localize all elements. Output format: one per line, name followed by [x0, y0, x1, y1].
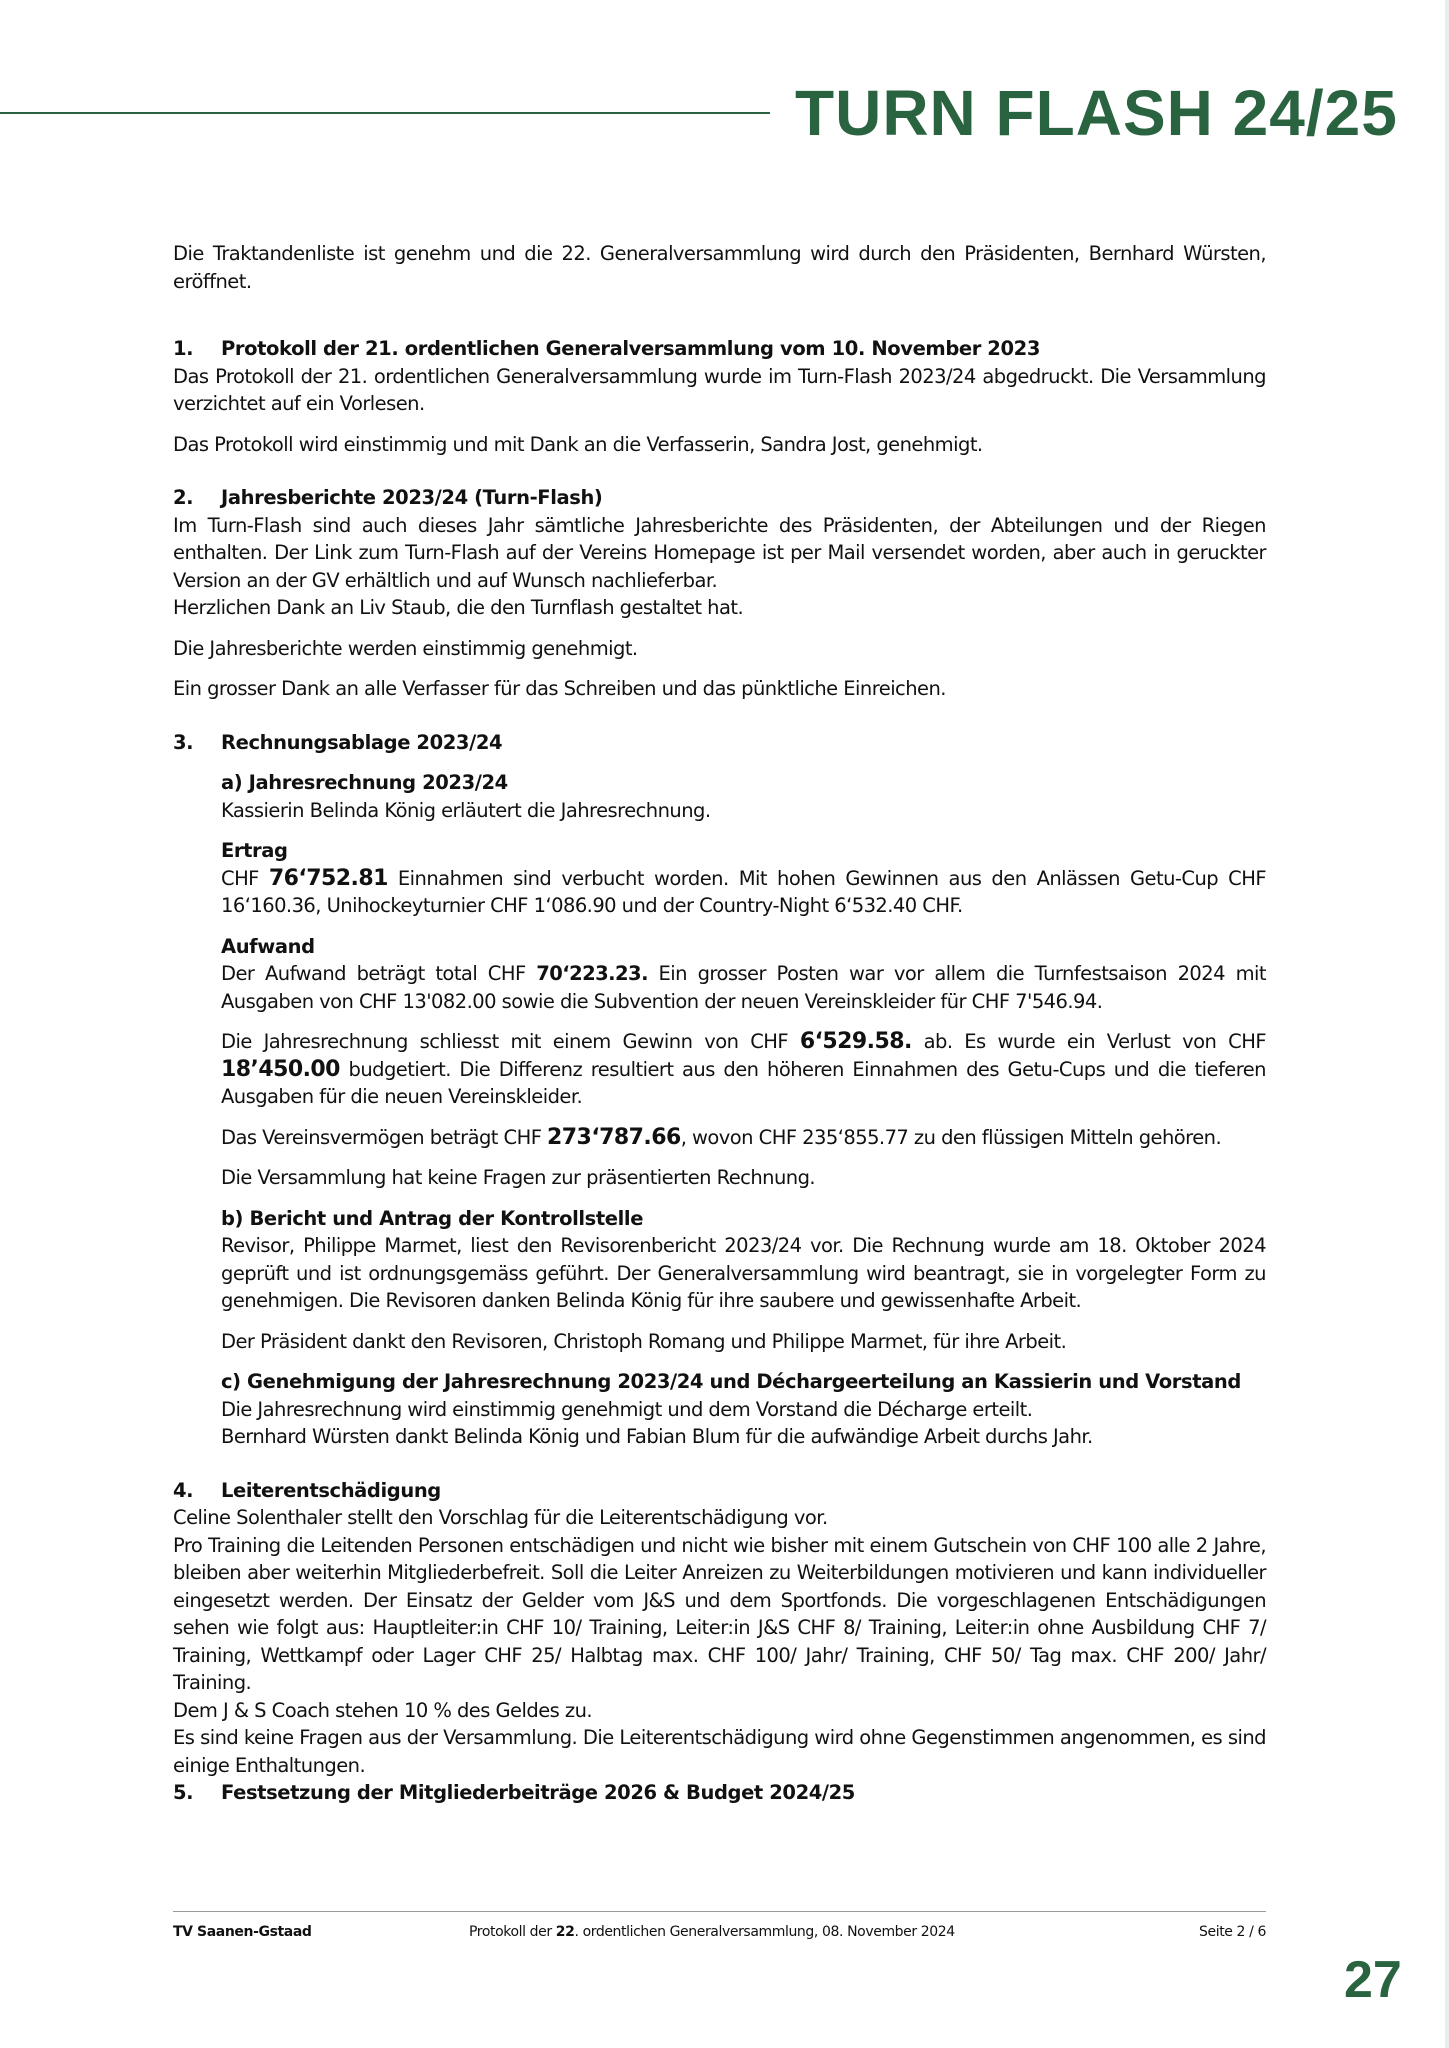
subsection-heading: b) Bericht und Antrag der Kontrollstelle — [221, 1206, 644, 1230]
paragraph: Revisor, Philippe Marmet, liest den Revisorenbericht 2023/24 vor. Die Rechnung wurde am 18. Oktober 2024 geprüft und ist ordnungsgemäss geführt. Der Generalversammlung wird beantragt, sie in vorgelegter Form zu genehmigen. Die Revisoren danken Belinda König für ihre saubere und gewissenhafte Arbeit. — [221, 1234, 1266, 1312]
assets-paragraph: Das Vereinsvermögen beträgt CHF 273‘787.66, wovon CHF 235‘855.77 zu den flüssigen Mitteln gehören. — [221, 1124, 1222, 1150]
aufwand-amount: 70‘223.23. — [536, 962, 648, 985]
footer-organization: TV Saanen-Gstaad — [173, 1924, 312, 1940]
paragraph: Die Versammlung hat keine Fragen zur präsentierten Rechnung. — [221, 1166, 816, 1189]
result-paragraph: Die Jahresrechnung schliesst mit einem Gewinn von CHF 6‘529.58. ab. Es wurde ein Verlust von CHF 18’450.00 budgetiert. Die Differenz resultiert aus den höheren Einnahmen des Getu-Cups und die tieferen Ausgaben für die neuen Vereinskleider. — [221, 1029, 1266, 1108]
ertrag-amount: 76‘752.81 — [268, 865, 388, 891]
assets-amount: 273‘787.66 — [547, 1124, 681, 1150]
footer-rule — [173, 1911, 1266, 1912]
budget-loss-amount: 18’450.00 — [221, 1056, 340, 1082]
paragraph: Es sind keine Fragen aus der Versammlung. Die Leiterentschädigung wird ohne Gegenstimmen angenommen, es sind einige Enthaltungen. — [173, 1726, 1266, 1777]
magazine-title: TURN FLASH 24/25 — [795, 77, 1398, 149]
intro-paragraph: Die Traktandenliste ist genehm und die 22. Generalversammlung wird durch den Präsidenten, Bernhard Würsten, eröffnet. — [173, 242, 1266, 293]
paragraph: Dem J & S Coach stehen 10 % des Geldes zu. — [173, 1698, 593, 1722]
subsection-c — [221, 1368, 1266, 1451]
aufwand-paragraph: Der Aufwand beträgt total CHF 70‘223.23. Ein grosser Posten war vor allem die Turnfestsaison 2024 mit Ausgaben von CHF 13'082.00 sowie die Subvention der neuen Vereinskleider für CHF 7'546.94. — [221, 962, 1266, 1013]
subsection-b — [221, 1205, 1266, 1369]
subsection-heading: a) Jahresrechnung 2023/24 — [221, 771, 508, 794]
paragraph: Herzlichen Dank an Liv Staub, die den Turnflash gestaltet hat. — [173, 596, 744, 619]
paragraph: Pro Training die Leitenden Personen entschädigen und nicht wie bisher mit einem Gutschein von CHF 100 alle 2 Jahre, bleiben aber weiterhin Mitgliederbefreit. Soll die Leiter Anreizen zu Weiterbildungen motivieren und kann individueller eingesetzt werden. Der Einsatz der Gelder vom J&S und dem Sportfonds. Die vorgeschlagenen Entschädigungen sehen wie folgt aus: Hauptleiter:in CHF 10/ Training, Leiter:in J&S CHF 8/ Training, Leiter:in ohne Ausbildung CHF 7/ Training, Wettkampf oder Lager CHF 25/ Halbtag max. CHF 100/ Jahr/ Training, CHF 50/ Tag max. CHF 200/ Jahr/ Training. — [173, 1533, 1266, 1694]
paragraph: Bernhard Würsten dankt Belinda König und Fabian Blum für die aufwändige Arbeit durchs Jahr. — [221, 1425, 1093, 1448]
section-heading-3: 3. Rechnungsablage 2023/24 — [173, 730, 503, 754]
footer-page-info: Seite 2 / 6 — [1199, 1924, 1266, 1940]
section-heading-4: 4. Leiterentschädigung — [173, 1478, 441, 1502]
aufwand-heading: Aufwand — [221, 934, 315, 958]
document-body — [173, 240, 1266, 1807]
ertrag-heading: Ertrag — [221, 839, 288, 862]
page-edge — [1445, 0, 1449, 2048]
footer-document-title: Protokoll der 22. ordentlichen Generalversammlung, 08. November 2024 — [469, 1924, 955, 1940]
ertrag-paragraph: CHF 76‘752.81 Einnahmen sind verbucht worden. Mit hohen Gewinnen aus den Anlässen Getu-Cup CHF 16‘160.36, Unihockeyturnier CHF 1‘086.90 und der Country-Night 6‘532.40 CHF. — [221, 865, 1266, 917]
section-heading-2: 2. Jahresberichte 2023/24 (Turn-Flash) — [173, 486, 603, 509]
paragraph: Im Turn-Flash sind auch dieses Jahr sämtliche Jahresberichte des Präsidenten, der Abteilungen und der Riegen enthalten. Der Link zum Turn-Flash auf der Vereins Homepage ist per Mail versendet worden, aber auch in geruckter Version an der GV erhältlich und auf Wunsch nachlieferbar. — [173, 513, 1266, 592]
paragraph: Die Jahresrechnung wird einstimmig genehmigt und dem Vorstand die Décharge erteilt. — [221, 1397, 1033, 1421]
section-heading-5: 5. Festsetzung der Mitgliederbeiträge 2026 & Budget 2024/25 — [173, 1781, 855, 1804]
paragraph: Das Protokoll wird einstimmig und mit Dank an die Verfasserin, Sandra Jost, genehmigt. — [173, 432, 983, 456]
paragraph: Kassierin Belinda König erläutert die Jahresrechnung. — [221, 798, 711, 822]
subsection-a — [221, 769, 1266, 1205]
paragraph: Die Jahresberichte werden einstimmig genehmigt. — [173, 636, 638, 660]
paragraph: Ein grosser Dank an alle Verfasser für das Schreiben und das pünktliche Einreichen. — [173, 677, 946, 700]
paragraph: Der Präsident dankt den Revisoren, Christoph Romang und Philippe Marmet, für ihre Arbeit. — [221, 1329, 1067, 1353]
gain-amount: 6‘529.58. — [799, 1029, 912, 1054]
subsection-heading: c) Genehmigung der Jahresrechnung 2023/24 und Déchargeerteilung an Kassierin und Vorstand — [221, 1370, 1241, 1393]
paragraph: Das Protokoll der 21. ordentlichen Generalversammlung wurde im Turn-Flash 2023/24 abgedruckt. Die Versammlung verzichtet auf ein Vorlesen. — [173, 364, 1266, 415]
paragraph: Celine Solenthaler stellt den Vorschlag für die Leiterentschädigung vor. — [173, 1506, 828, 1529]
header-rule — [0, 112, 770, 114]
page-footer — [173, 1924, 1266, 1944]
section-heading-1: 1. Protokoll der 21. ordentlichen Generalversammlung vom 10. November 2023 — [173, 337, 1040, 360]
page-number: 27 — [1344, 1951, 1402, 2009]
